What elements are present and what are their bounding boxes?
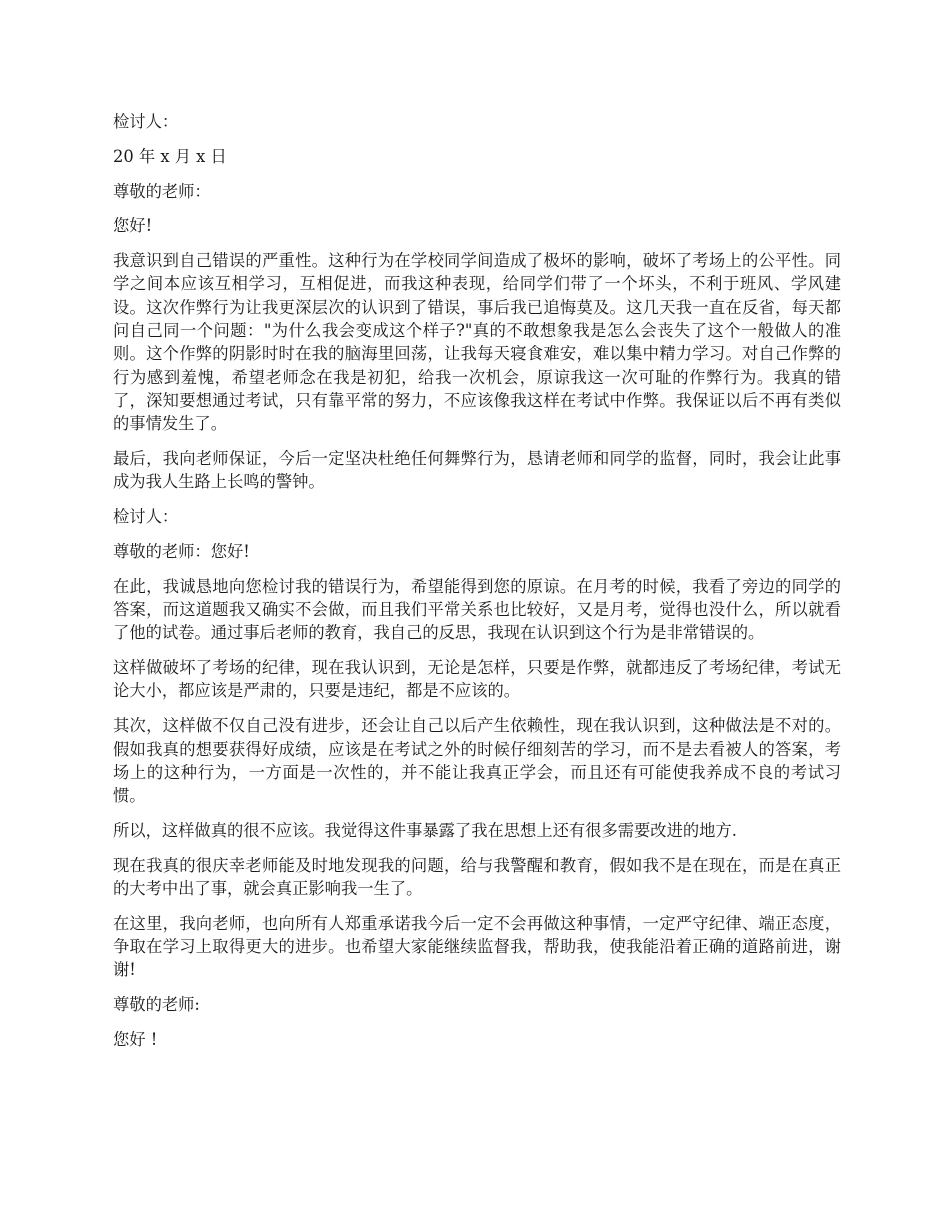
body-paragraph: 其次，这样做不仅自己没有进步，还会让自己以后产生依赖性，现在我认识到，这种做法是不对的。假如我真的想要获得好成绩，应该是在考试之外的时候仔细刻苦的学习，而不是去看被人的答案，考场上的这种行为，一方面是一次性的，并不能让我真正学会，而且还有可能使我养成不良的考试习惯。 — [113, 716, 841, 806]
greeting: 您好 ! — [113, 1030, 158, 1049]
date-line: 20 年 x 月 x 日 — [113, 146, 227, 166]
signature-line: 检讨人： — [113, 112, 179, 131]
body-paragraph: 在此，我诚恳地向您检讨我的错误行为，希望能得到您的原谅。在月考的时候，我看了旁边的同学的答案，而这道题我又确实不会做，而且我们平常关系也比较好，又是月考，觉得也没什么，所以就看了他的试卷。通过事后老师的教育，我自己的反思，我现在认识到这个行为是非常错误的。 — [113, 576, 841, 643]
signature-line: 检讨人： — [113, 507, 179, 527]
greeting: 您好! — [113, 216, 153, 236]
body-paragraph: 这样做破坏了考场的纪律，现在我认识到，无论是怎样，只要是作弊，就都违反了考场纪律，考试无论大小，都应该是严肃的，只要是违纪，都是不应该的。 — [113, 658, 841, 701]
body-paragraph: 最后，我向老师保证，今后一定坚决杜绝任何舞弊行为，恳请老师和同学的监督，同时，我会让此事成为我人生路上长鸣的警钟。 — [113, 449, 841, 492]
body-paragraph: 现在我真的很庆幸老师能及时地发现我的问题，给与我警醒和教育，假如我不是在现在，而是在真正的大考中出了事，就会真正影响我一生了。 — [113, 855, 841, 899]
salutation: 尊敬的老师: — [113, 995, 200, 1015]
salutation: 尊敬的老师： — [113, 181, 211, 201]
body-paragraph: 在这里，我向老师，也向所有人郑重承诺我今后一定不会再做这种事情，一定严守纪律、端正态度，争取在学习上取得更大的进步。也希望大家能继续监督我，帮助我，使我能沿着正确的道路前进，谢谢! — [113, 913, 841, 980]
document-body — [113, 110, 841, 1063]
salutation-greeting: 尊敬的老师：您好! — [113, 541, 250, 561]
body-paragraph: 我意识到自己错误的严重性。这种行为在学校同学间造成了极坏的影响，破坏了考场上的公平性。同学之间本应该互相学习，互相促进，而我这种表现，给同学们带了一个坏头，不利于班风、学风建设。这次作弊行为让我更深层次的认识到了错误，事后我已追悔莫及。这几天我一直在反省，每天都问自己同一个问题："为什么我会变成这个样子?"真的不敢想象我是怎么会丧失了这个一般做人的准则。这个作弊的阴影时时在我的脑海里回荡，让我每天寝食难安，难以集中精力学习。对自己作弊的行为感到羞愧，希望老师念在我是初犯，给我一次机会，原谅我这一次可耻的作弊行为。我真的错了，深知要想通过考试，只有靠平常的努力，不应该像我这样在考试中作弊。我保证以后不再有类似的事情发生了。 — [113, 251, 841, 434]
body-paragraph: 所以，这样做真的很不应该。我觉得这件事暴露了我在思想上还有很多需要改进的地方. — [113, 820, 737, 840]
